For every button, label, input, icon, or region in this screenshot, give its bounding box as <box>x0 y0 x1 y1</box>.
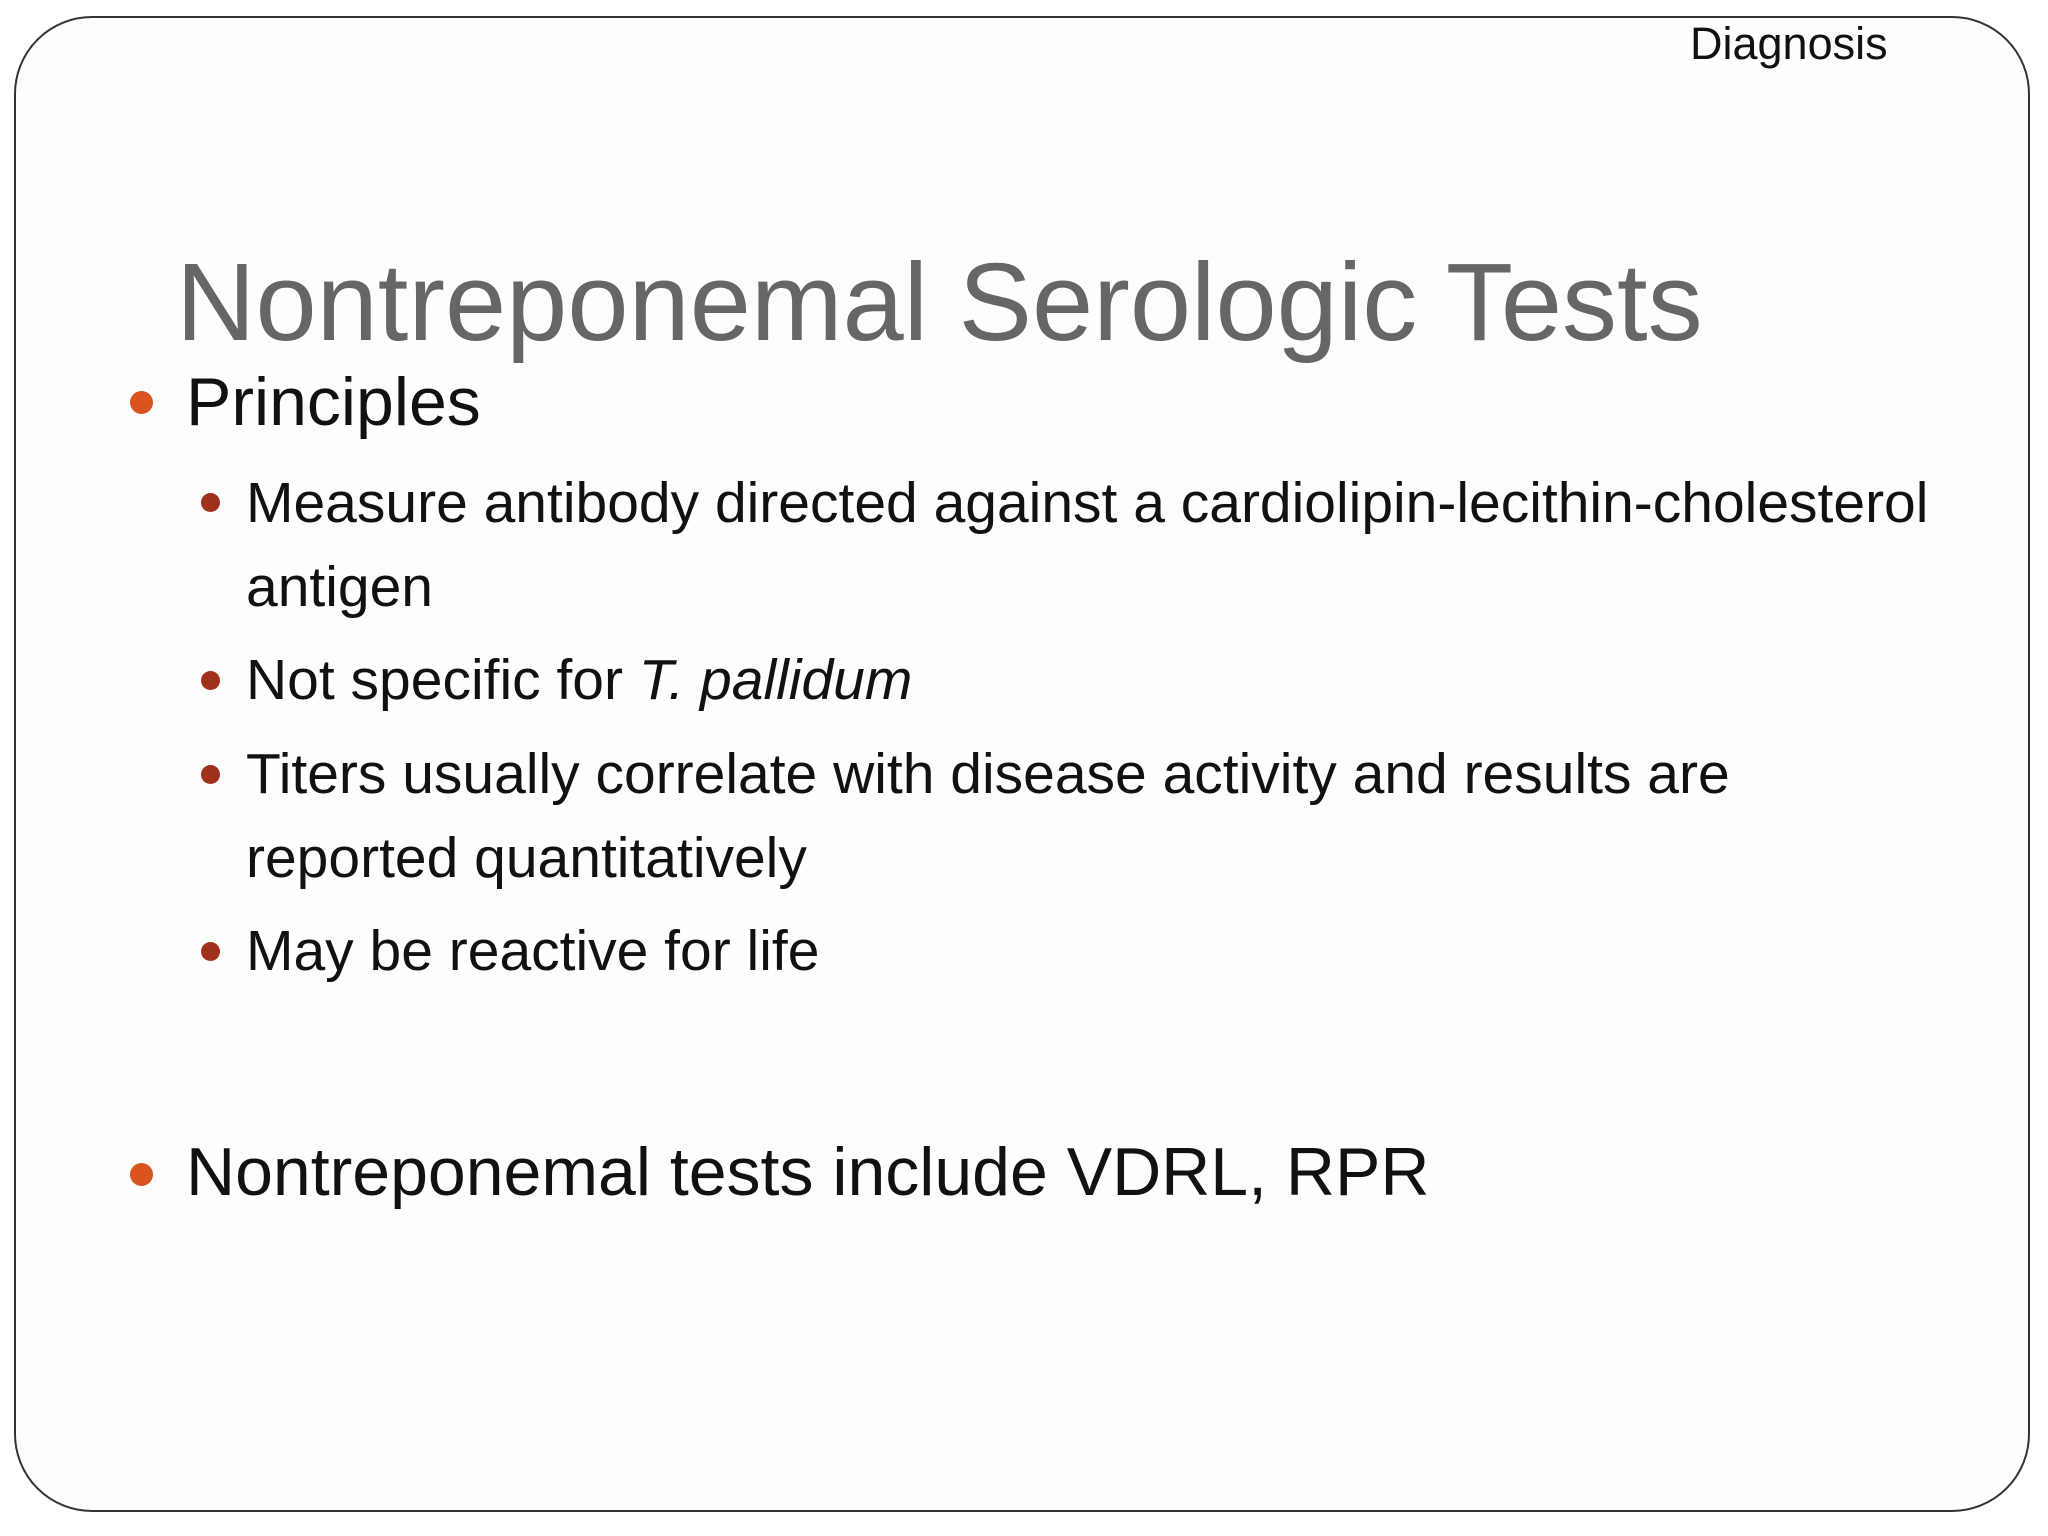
sub-bullet-dot <box>201 942 220 961</box>
sub-bullet-item: Titers usually correlate with disease activity and results are reported quantitatively <box>246 742 1730 890</box>
sub-bullet-dot <box>201 671 220 690</box>
sub-bullet-text: Not specific for <box>246 648 639 712</box>
sub-bullet-item: Measure antibody directed against a cardiolipin-lecithin-cholesterol antigen <box>246 471 1929 619</box>
bullet-dot <box>130 391 153 414</box>
bullet-dot <box>130 1163 153 1186</box>
sub-bullet-dot <box>201 765 220 784</box>
section-label: Diagnosis <box>1690 18 1888 69</box>
sub-bullet-dot <box>201 493 220 512</box>
sub-bullet-item: May be reactive for life <box>246 919 820 983</box>
sub-bullet-item <box>246 638 1946 722</box>
bullet-principles: Principles <box>186 364 481 440</box>
slide-title: Nontreponemal Serologic Tests <box>176 241 1703 364</box>
bullet-tests: Nontreponemal tests include VDRL, RPR <box>186 1134 1430 1210</box>
organism-name: T. pallidum <box>638 648 913 712</box>
